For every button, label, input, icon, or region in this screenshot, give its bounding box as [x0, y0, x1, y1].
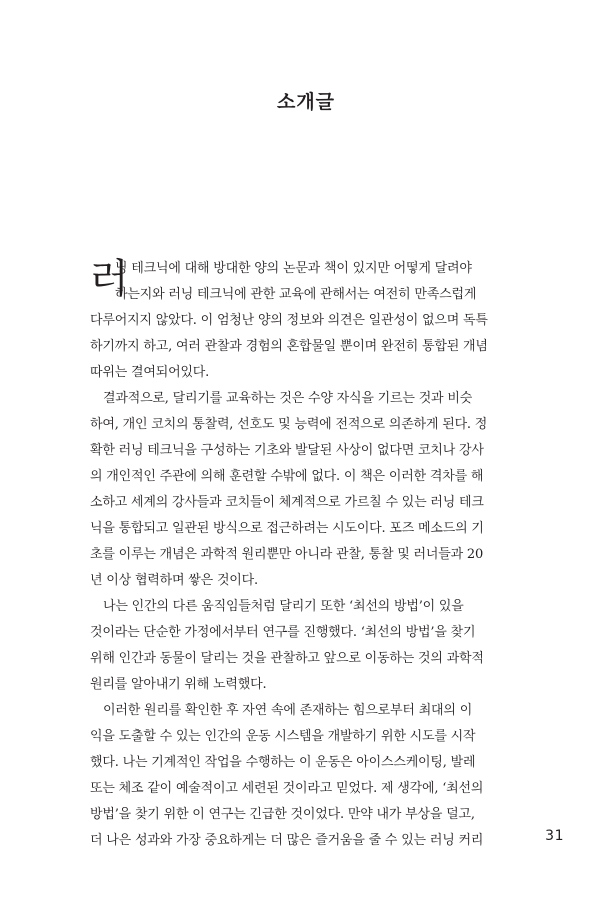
text-line: 결과적으로, 달리기를 교육하는 것은 수양 자식을 기르는 것과 비슷 — [103, 391, 473, 406]
text-line: 방법’을 찾기 위한 이 연구는 긴급한 것이었다. 만약 내가 부상을 덜고, — [90, 807, 475, 822]
text-line: 나는 인간의 다른 움직임들처럼 달리기 또한 ‘최선의 방법’이 있을 — [103, 599, 464, 614]
text-line: 것이라는 단순한 가정에서부터 연구를 진행했다. ‘최선의 방법’을 찾기 — [90, 625, 476, 640]
text-line: 하는지와 러닝 테크닉에 관한 교육에 관해서는 여전히 만족스럽게 — [115, 287, 477, 302]
body-text — [90, 256, 536, 854]
text-line: 소하고 세계의 강사들과 코치들이 체계적으로 가르칠 수 있는 러닝 테크 — [90, 495, 484, 510]
text-line: 의 개인적인 주관에 의해 훈련할 수밖에 없다. 이 책은 이러한 격차를 해 — [90, 469, 484, 484]
text-line: 하여, 개인 코치의 통찰력, 선호도 및 능력에 전적으로 의존하게 된다. 정 — [90, 417, 488, 432]
text-line: 초를 이루는 개념은 과학적 원리뿐만 아니라 관찰, 통찰 및 러너들과 20 — [90, 547, 484, 562]
text-line: 년 이상 협력하며 쌓은 것이다. — [90, 573, 258, 588]
text-line: 했다. 나는 기계적인 작업을 수행하는 이 운동은 아이스스케이팅, 발레 — [90, 755, 476, 770]
text-line: 따위는 결여되어있다. — [90, 365, 210, 380]
page-number: 31 — [545, 828, 564, 844]
drop-cap: 러 — [90, 256, 129, 302]
text-line: 원리를 알아내기 위해 노력했다. — [90, 677, 267, 692]
text-line: 하기까지 하고, 여러 관찰과 경험의 혼합물일 뿐이며 완전히 통합된 개념 — [90, 339, 488, 354]
text-line: 익을 도출할 수 있는 인간의 운동 시스템을 개발하기 위한 시도를 시작 — [90, 729, 476, 744]
text-line: 확한 러닝 테크닉을 구성하는 기초와 발달된 사상이 없다면 코치나 강사 — [90, 443, 484, 458]
chapter-title: 소개글 — [276, 91, 336, 113]
text-line: 위해 인간과 동물이 달리는 것을 관찰하고 앞으로 이동하는 것의 과학적 — [90, 651, 484, 666]
text-line: 이러한 원리를 확인한 후 자연 속에 존재하는 힘으로부터 최대의 이 — [103, 703, 473, 718]
text-line: 닝 테크닉에 대해 방대한 양의 논문과 책이 있지만 어떻게 달려야 — [115, 261, 472, 276]
text-line: 더 나은 성과와 가장 중요하게는 더 많은 즐거움을 줄 수 있는 러닝 커리 — [90, 833, 484, 848]
text-line: 닉을 통합되고 일관된 방식으로 접근하려는 시도이다. 포즈 메소드의 기 — [90, 521, 484, 536]
text-line: 또는 체조 같이 예술적이고 세련된 것이라고 믿었다. 제 생각에, ‘최선의 — [90, 781, 484, 796]
text-line: 다루어지지 않았다. 이 엄청난 양의 정보와 의견은 일관성이 없으며 독특 — [90, 313, 488, 328]
